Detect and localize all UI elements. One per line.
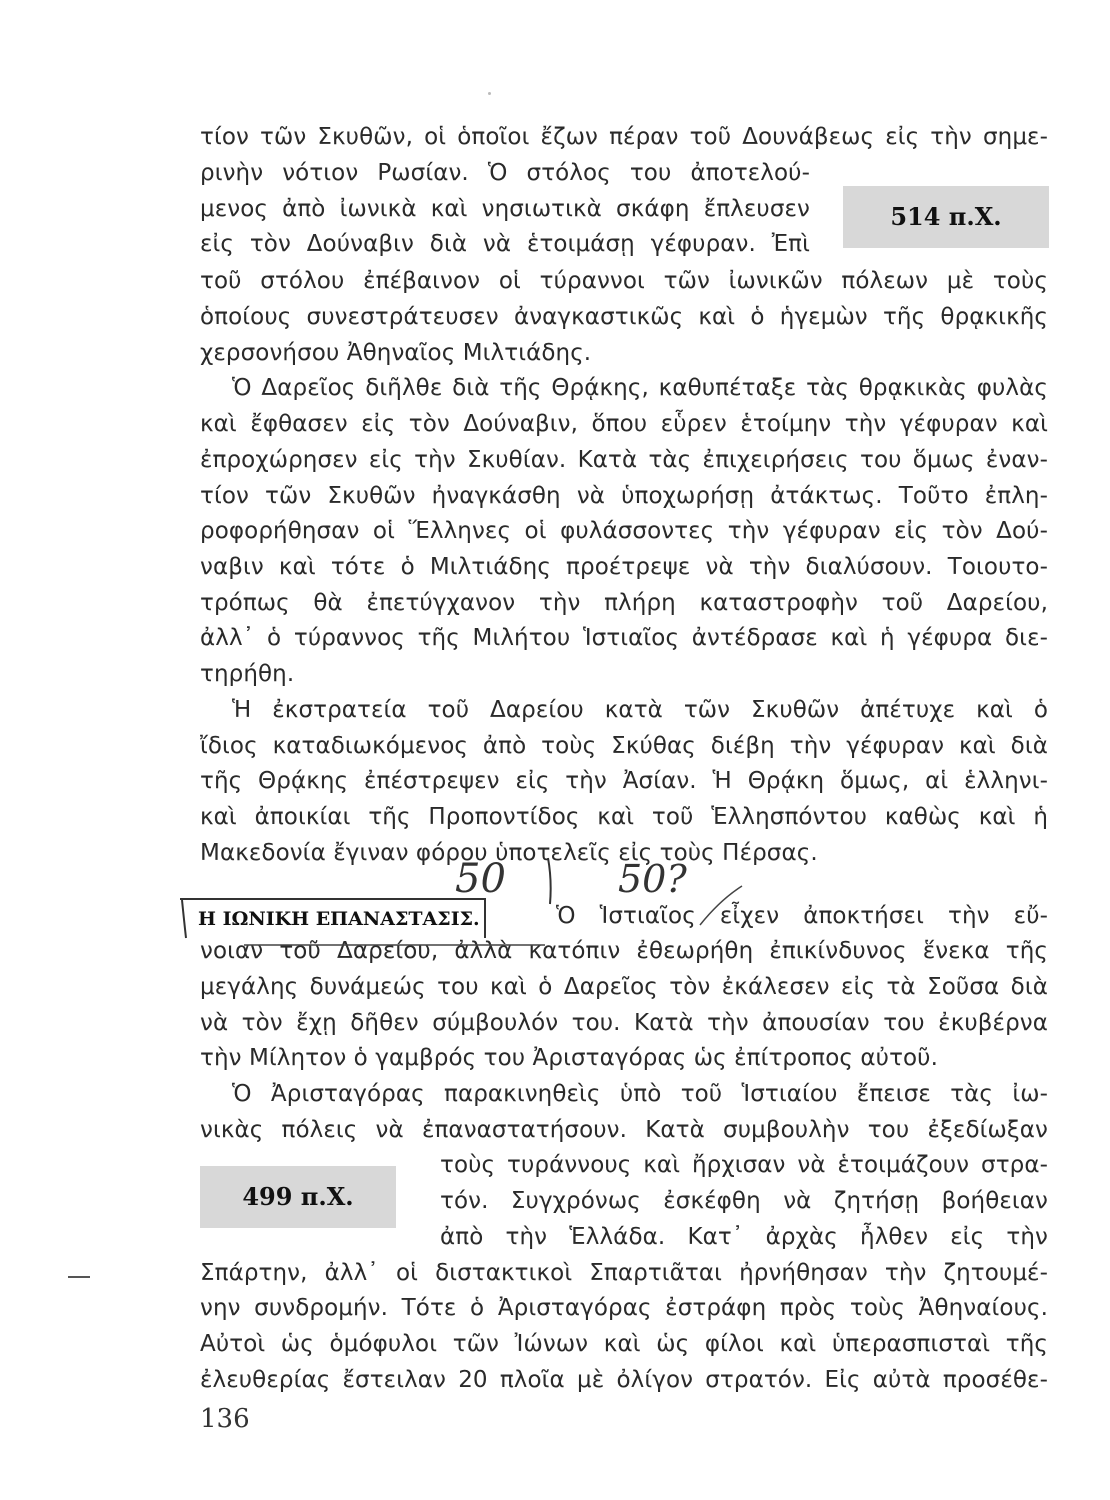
date-box: 499 π.Χ.: [200, 1166, 396, 1228]
text-line: ἀπὸ τὴν Ἑλλάδα. Κατ᾽ ἀρχὰς ἦλθεν εἰς τὴν: [440, 1224, 1048, 1250]
text-line: καὶ ἀποικίαι τῆς Προποντίδος καὶ τοῦ Ἑλλησπόντου καθὼς καὶ ἡ: [200, 804, 1048, 830]
text-line: ρινὴν νότιον Ρωσίαν. Ὁ στόλος του ἀποτελού-: [200, 160, 810, 186]
text-line: χερσονήσου Ἀθηναῖος Μιλτιάδης.: [200, 340, 592, 366]
text-line: Μακεδονία ἔγιναν φόρου ὑποτελεῖς εἰς τοὺς Πέρσας.: [200, 840, 818, 866]
page-number: 136: [200, 1404, 250, 1434]
date-box: 514 π.Χ.: [843, 186, 1049, 248]
text-line: νοιαν τοῦ Δαρείου, ἀλλὰ κατόπιν ἐθεωρήθη ἐπικίνδυνος ἕνεκα τῆς: [200, 938, 1048, 964]
text-line: ναβιν καὶ τότε ὁ Μιλτιάδης προέτρεψε νὰ τὴν διαλύσουν. Τοιουτο-: [200, 554, 1048, 580]
text-line: Ὁ Δαρεῖος διῆλθε διὰ τῆς Θρᾴκης, καθυπέταξε τὰς θρᾳκικὰς φυλὰς: [232, 375, 1048, 401]
text-line: ἐλευθερίας ἔστειλαν 20 πλοῖα μὲ ὀλίγον στρατόν. Εἰς αὐτὰ προσέθε-: [200, 1367, 1048, 1393]
text-line: τηρήθη.: [200, 661, 295, 687]
text-line: νικὰς πόλεις νὰ ἐπαναστατήσουν. Κατὰ συμβουλὴν του ἐξεδίωξαν: [200, 1117, 1048, 1143]
text-line: ἀλλ᾽ ὁ τύραννος τῆς Μιλήτου Ἱστιαῖος ἀντέδρασε καὶ ἡ γέφυρα διε-: [200, 625, 1048, 651]
text-line: Σπάρτην, ἀλλ᾽ οἱ διστακτικοὶ Σπαρτιᾶται ἠρνήθησαν τὴν ζητουμέ-: [200, 1260, 1048, 1286]
text-line: τίον τῶν Σκυθῶν, οἱ ὁποῖοι ἔζων πέραν τοῦ Δουνάβεως εἰς τὴν σημε-: [200, 124, 1048, 150]
text-line: Ὁ Ἱστιαῖος εἶχεν ἀποκτήσει τὴν εὔ-: [556, 903, 1048, 929]
text-line: Αὐτοὶ ὡς ὁμόφυλοι τῶν Ἰώνων καὶ ὡς φίλοι καὶ ὑπερασπισταὶ τῆς: [200, 1331, 1048, 1357]
text-line: Ὁ Ἀρισταγόρας παρακινηθεὶς ὑπὸ τοῦ Ἱστιαίου ἔπεισε τὰς ἰω-: [232, 1081, 1048, 1107]
text-line: τῆς Θρᾴκης ἐπέστρεψεν εἰς τὴν Ἀσίαν. Ἡ Θρᾴκη ὅμως, αἱ ἑλληνι-: [200, 768, 1048, 794]
section-heading: Η ΙΩΝΙΚΗ ΕΠΑΝΑΣΤΑΣΙΣ.: [180, 898, 486, 938]
text-line: καὶ ἔφθασεν εἰς τὸν Δούναβιν, ὅπου εὗρεν ἑτοίμην τὴν γέφυραν καὶ: [200, 411, 1048, 437]
text-line: εἰς τὸν Δούναβιν διὰ νὰ ἑτοιμάσῃ γέφυραν. Ἐπὶ: [200, 231, 810, 257]
text-line: νην συνδρομήν. Τότε ὁ Ἀρισταγόρας ἐστράφη πρὸς τοὺς Ἀθηναίους.: [200, 1295, 1048, 1321]
text-line: ὁποίους συνεστράτευσεν ἀναγκαστικῶς καὶ ὁ ἡγεμὼν τῆς θρᾳκικῆς: [200, 304, 1048, 330]
text-line: μενος ἀπὸ ἰωνικὰ καὶ νησιωτικὰ σκάφη ἔπλευσεν: [200, 196, 810, 222]
text-line: μεγάλης δυνάμεώς του καὶ ὁ Δαρεῖος τὸν ἐκάλεσεν εἰς τὰ Σοῦσα διὰ: [200, 974, 1048, 1000]
text-line: ροφορήθησαν οἱ Ἕλληνες οἱ φυλάσσοντες τὴν γέφυραν εἰς τὸν Δού-: [200, 518, 1048, 544]
text-line: τρόπως θὰ ἐπετύγχανον τὴν πλήρη καταστροφὴν τοῦ Δαρείου,: [200, 590, 1048, 616]
text-line: ἴδιος καταδιωκόμενος ἀπὸ τοὺς Σκύθας διέβη τὴν γέφυραν καὶ διὰ: [200, 733, 1048, 759]
text-line: τόν. Συγχρόνως ἐσκέφθη νὰ ζητήσῃ βοήθειαν: [440, 1188, 1048, 1214]
text-line: τὴν Μίλητον ὁ γαμβρός του Ἀρισταγόρας ὡς ἐπίτροπος αὐτοῦ.: [200, 1045, 939, 1071]
handwritten-note: 50?: [618, 857, 687, 901]
margin-dash: [68, 1276, 90, 1278]
text-line: Ἡ ἐκστρατεία τοῦ Δαρείου κατὰ τῶν Σκυθῶν ἀπέτυχε καὶ ὁ: [232, 697, 1048, 723]
text-line: τοὺς τυράννους καὶ ἤρχισαν νὰ ἑτοιμάζουν στρα-: [440, 1152, 1048, 1178]
text-line: ἐπροχώρησεν εἰς τὴν Σκυθίαν. Κατὰ τὰς ἐπιχειρήσεις του ὅμως ἐναν-: [200, 447, 1048, 473]
text-line: τοῦ στόλου ἐπέβαινον οἱ τύραννοι τῶν ἰωνικῶν πόλεων μὲ τοὺς: [200, 268, 1048, 294]
text-line: τίον τῶν Σκυθῶν ἠναγκάσθη νὰ ὑποχωρήσῃ ἀτάκτως. Τοῦτο ἐπλη-: [200, 483, 1048, 509]
text-line: νὰ τὸν ἔχῃ δῆθεν σύμβουλόν του. Κατὰ τὴν ἀπουσίαν του ἐκυβέρνα: [200, 1010, 1048, 1036]
handwritten-note: 50: [455, 856, 506, 902]
